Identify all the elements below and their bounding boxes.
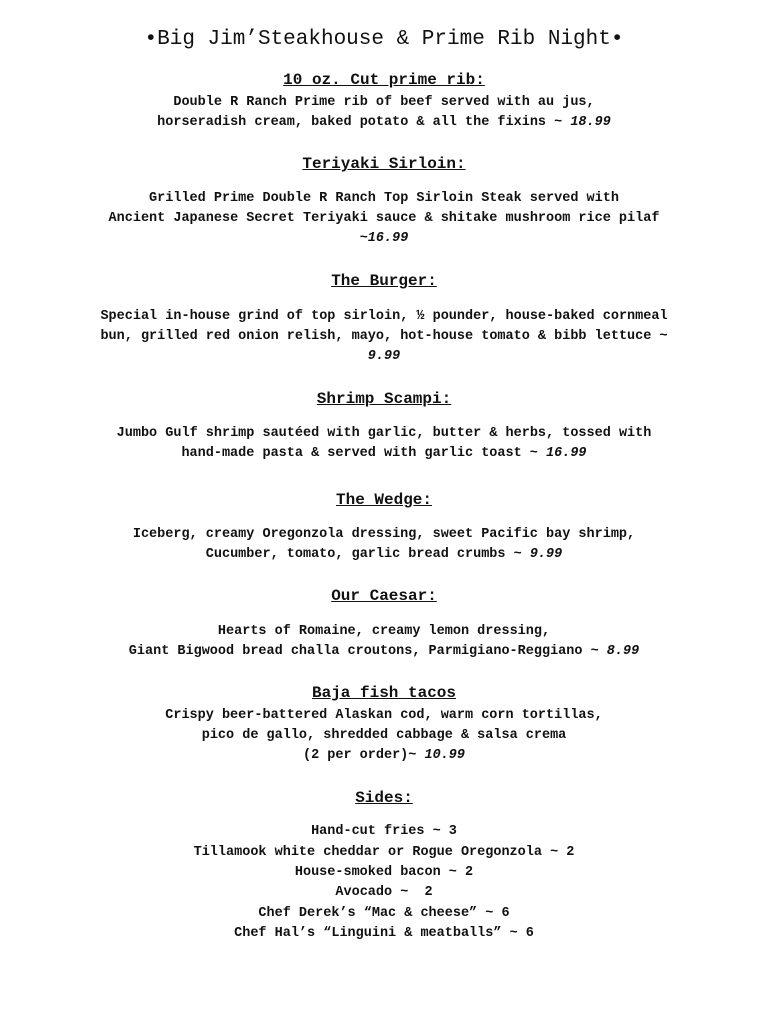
- item-price: 8.99: [606, 644, 640, 659]
- menu-item-line: pico de gallo, shredded cabbage & salsa crema: [201, 728, 567, 743]
- section-heading-teriyaki-sirloin: Teriyaki Sirloin:: [302, 155, 466, 173]
- side-item-line: House-smoked bacon ~ 2: [294, 865, 474, 880]
- menu-item-line: Double R Ranch Prime rib of beef served with au jus,: [173, 95, 595, 110]
- side-item-line: Chef Hal’s “Linguini & meatballs” ~ 6: [234, 926, 534, 941]
- menu-item-line: Ancient Japanese Secret Teriyaki sauce & shitake mushroom rice pilaf: [108, 211, 660, 226]
- menu-item-line: Iceberg, creamy Oregonzola dressing, sweet Pacific bay shrimp,: [132, 527, 636, 542]
- item-price: 16.99: [546, 446, 587, 461]
- side-item-line: Hand-cut fries ~ 3: [311, 824, 457, 839]
- side-item-line: Tillamook white cheddar or Rogue Oregonzola ~ 2: [193, 845, 575, 860]
- section-heading-wedge: The Wedge:: [335, 491, 432, 509]
- menu-item-line: Grilled Prime Double R Ranch Top Sirloin Steak served with: [149, 191, 619, 206]
- menu-item-line: (2 per order)~ 10.99: [302, 748, 466, 763]
- menu-item-line: Cucumber, tomato, garlic bread crumbs ~ 9.99: [205, 547, 563, 562]
- section-heading-sides: Sides:: [355, 789, 413, 807]
- side-item-line: Chef Derek’s “Mac & cheese” ~ 6: [258, 906, 510, 921]
- menu-item-line: horseradish cream, baked potato & all the fixins ~ 18.99: [157, 115, 611, 130]
- menu-item-line: [0, 348, 768, 366]
- item-price: 9.99: [367, 349, 401, 364]
- menu-item-line: Hearts of Romaine, creamy lemon dressing,: [217, 624, 551, 639]
- item-price: 18.99: [570, 115, 611, 130]
- section-heading-fish-tacos: Baja fish tacos: [311, 684, 457, 702]
- menu-title: •Big Jim’Steakhouse & Prime Rib Night•: [144, 28, 624, 51]
- menu-item-line: Giant Bigwood bread challa croutons, Parmigiano-Reggiano ~ 8.99: [128, 644, 640, 659]
- menu-item-line: Special in-house grind of top sirloin, ½ pounder, house-baked cornmeal: [100, 309, 668, 324]
- section-heading-burger: The Burger:: [331, 272, 437, 290]
- item-price: 10.99: [424, 748, 466, 763]
- menu-item-line: ~16.99: [359, 231, 409, 246]
- menu-item-line: Crispy beer-battered Alaskan cod, warm corn tortillas,: [165, 708, 603, 723]
- item-price: 16.99: [367, 231, 409, 246]
- menu-item-line: Jumbo Gulf shrimp sautéed with garlic, butter & herbs, tossed with: [116, 426, 652, 441]
- menu-item-line: hand-made pasta & served with garlic toast ~ 16.99: [181, 446, 587, 461]
- section-heading-prime-rib: 10 oz. Cut prime rib:: [283, 71, 485, 89]
- section-heading-caesar: Our Caesar:: [331, 587, 437, 605]
- menu-item-line: bun, grilled red onion relish, mayo, hot-house tomato & bibb lettuce ~: [100, 329, 668, 344]
- section-heading-shrimp-scampi: Shrimp Scampi:: [316, 390, 452, 408]
- side-item-line: Avocado ~ 2: [335, 885, 433, 900]
- item-price: 9.99: [529, 547, 563, 562]
